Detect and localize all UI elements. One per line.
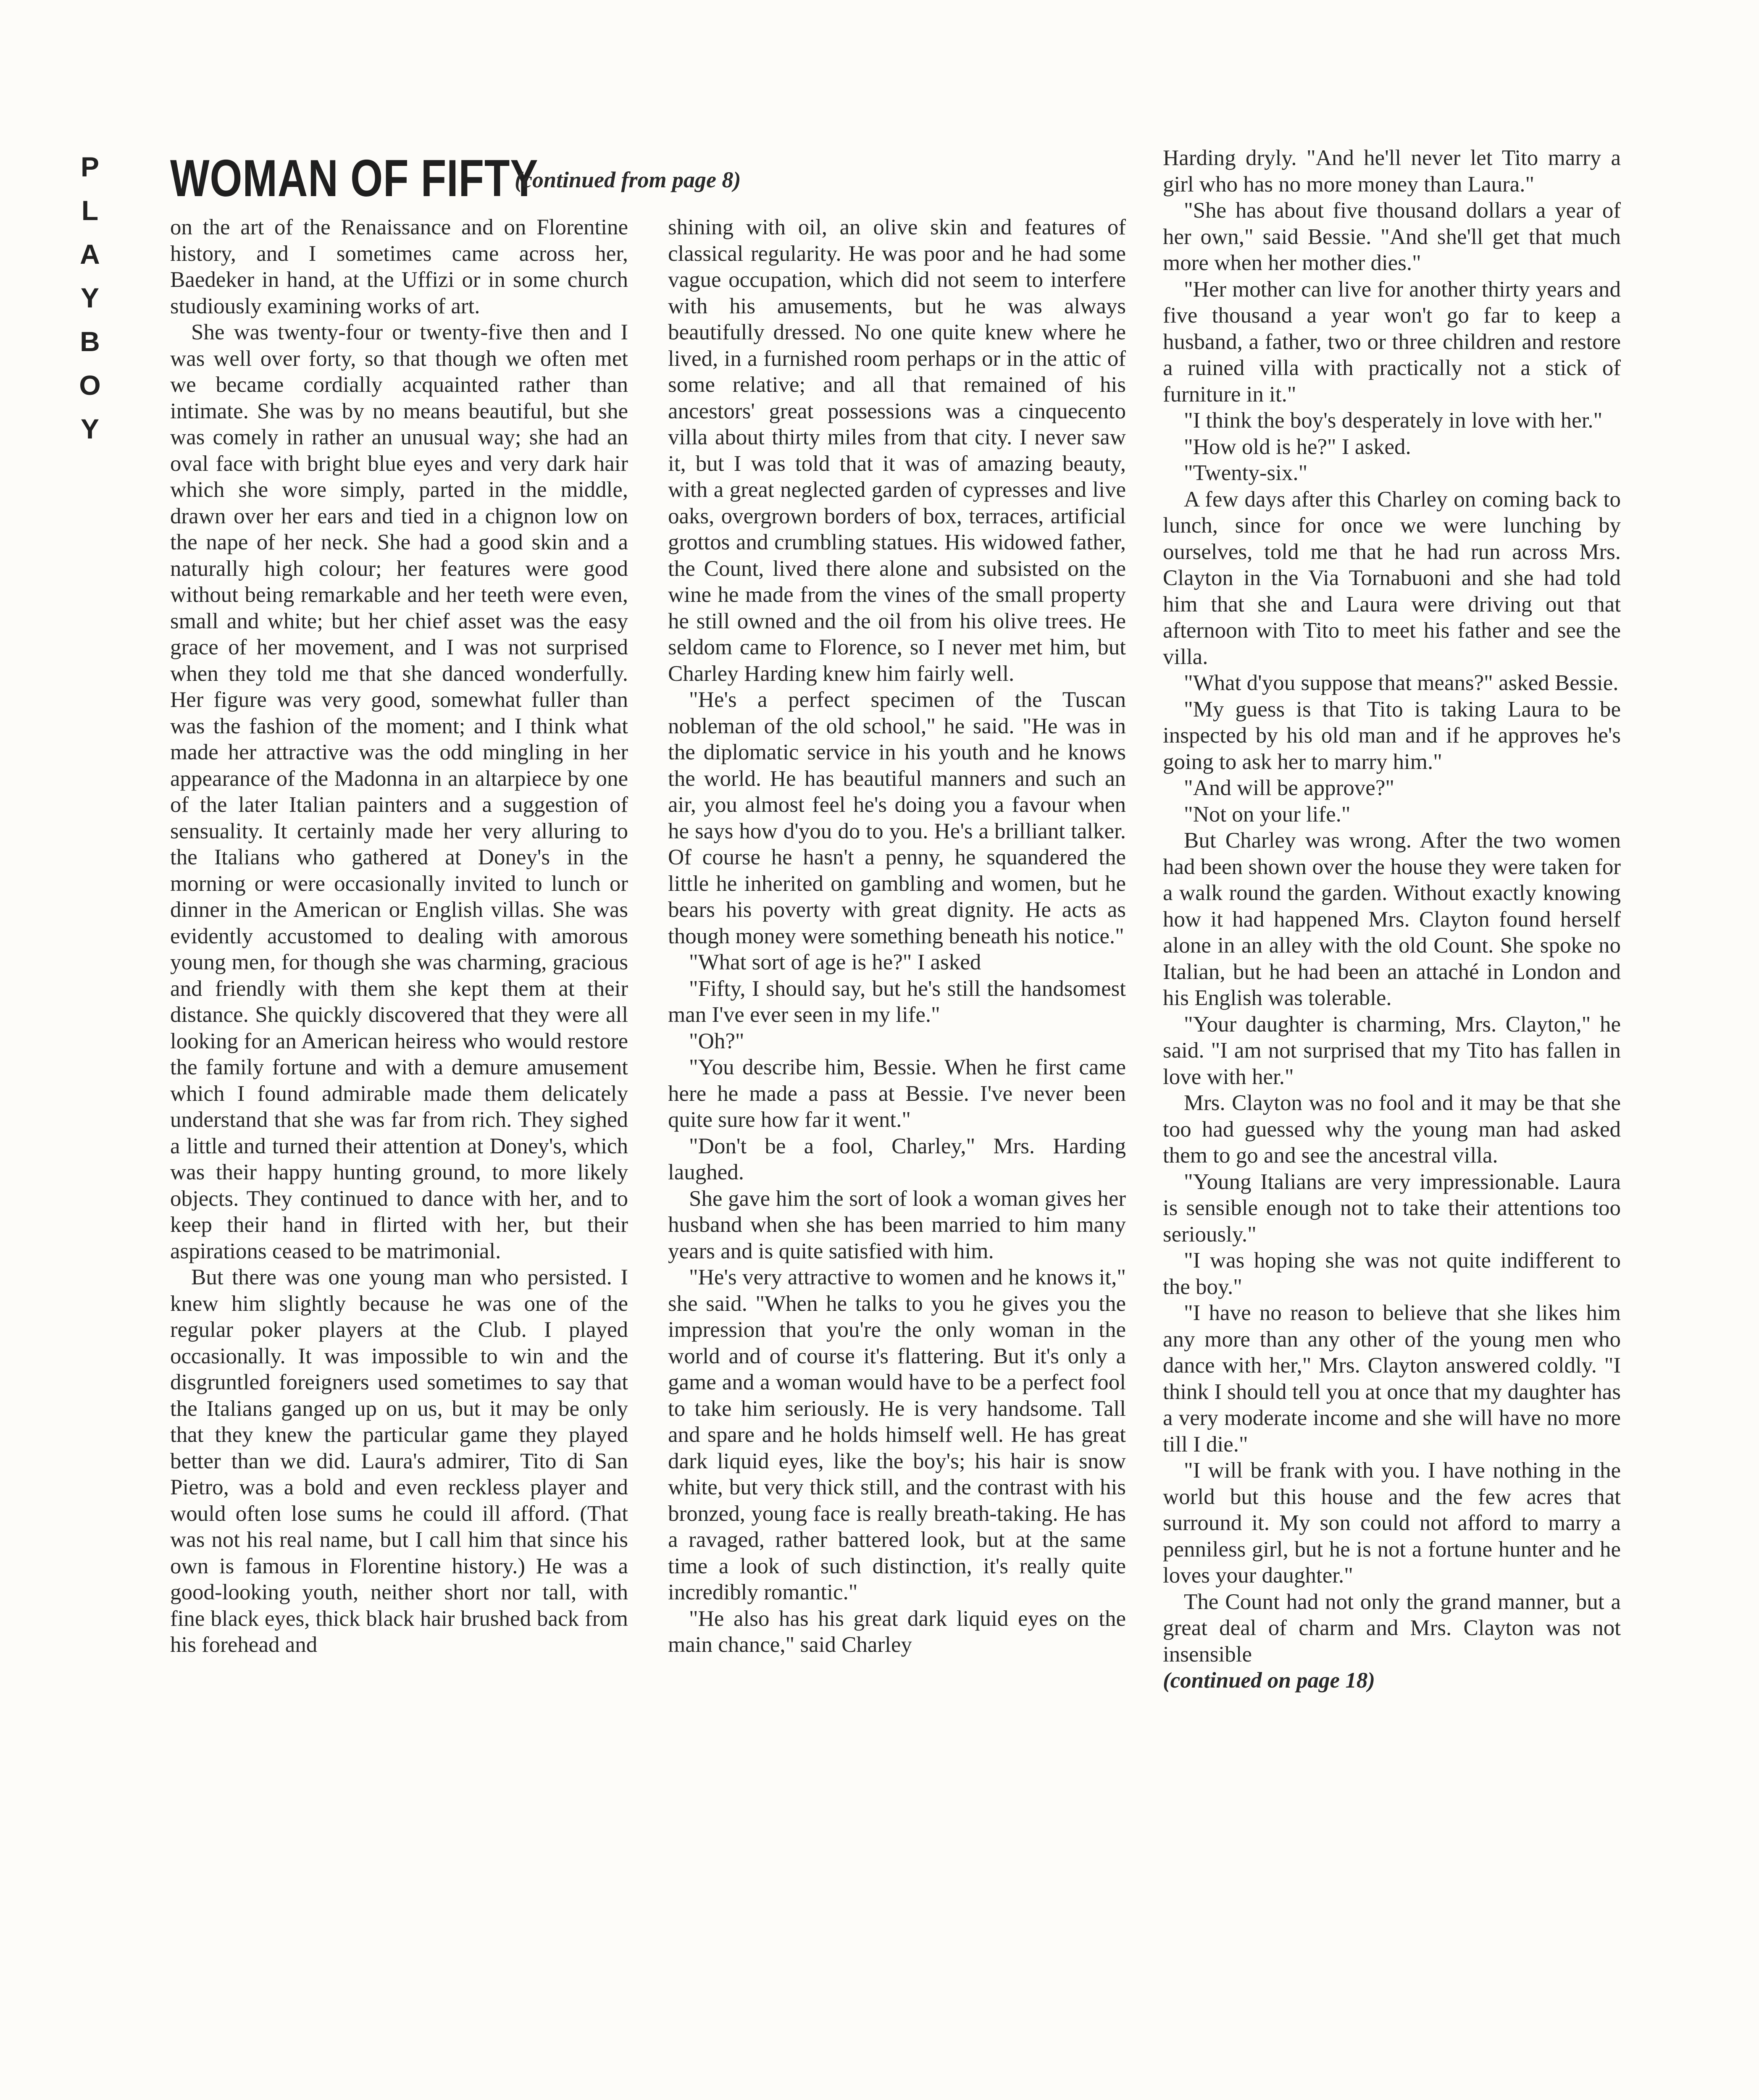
paragraph: "He's a perfect specimen of the Tuscan nobleman of the old school," he said. "He was in the diplomatic service in his youth and he knows the world. He has beautiful manners and such an air, you almost feel he's doing you a favour when he says how d'you do to you. He's a brilliant talker. Of course he hasn't a penny, he squandered the little he inherited on gambling and women, but he bears his poverty with great dignity. He acts as though money were something beneath his notice." xyxy=(668,688,1126,948)
paragraph: "My guess is that Tito is taking Laura to be inspected by his old man and if he approves he's going to ask her to marry him." xyxy=(1163,697,1621,774)
paragraph: "How old is he?" I asked. xyxy=(1184,434,1411,459)
story-title: WOMAN OF FIFTY xyxy=(170,150,539,207)
paragraph: "I think the boy's desperately in love with her." xyxy=(1184,408,1603,433)
paragraph: on the art of the Renaissance and on Florentine history, and I sometimes came across her, Baedeker in hand, at the Uffizi or in some church studiously examining works of art. xyxy=(170,215,628,318)
paragraph: "Her mother can live for another thirty years and five thousand a year won't go far to keep a husband, a father, two or three children and restore a ruined villa with practically not a stick of furniture in it." xyxy=(1163,277,1621,407)
paragraph: "Your daughter is charming, Mrs. Clayton," he said. "I am not surprised that my Tito has fallen in love with her." xyxy=(1163,1012,1621,1089)
text-column-2 xyxy=(668,214,1126,2075)
paragraph: "He also has his great dark liquid eyes on the main chance," said Charley xyxy=(668,1606,1126,1657)
paragraph: "What sort of age is he?" I asked xyxy=(689,950,981,974)
paragraph: "She has about five thousand dollars a year of her own," said Bessie. "And she'll get that much more when her mother dies." xyxy=(1163,198,1621,275)
paragraph: A few days after this Charley on coming back to lunch, since for once we were lunching by ourselves, told me that he had run across Mrs. Clayton in the Via Tornabuoni and she had told him that she and Laura were driving out that afternoon with Tito to meet his father and see the villa. xyxy=(1163,487,1621,669)
continued-on-text: (continued on page 18) xyxy=(1163,1668,1375,1693)
paragraph: "I was hoping she was not quite indifferent to the boy." xyxy=(1163,1248,1621,1299)
paragraph: "Not on your life." xyxy=(1184,802,1351,827)
magazine-name-vertical xyxy=(63,145,118,451)
paragraph: "Oh?" xyxy=(689,1029,744,1053)
text-column-3 xyxy=(1163,145,1621,2081)
story-header xyxy=(170,147,741,210)
paragraph: But there was one young man who persisted. I knew him slightly because he was one of the regular poker players at the Club. I played occasionally. It was impossible to win and the disgruntled foreigners used sometimes to say that the Italians ganged up on us, but it may be only that they knew the particular game they played better than we did. Laura's admirer, Tito di San Pietro, was a bold and even reckless player and would often lose sums he could ill afford. (That was not his real name, but I call him that since his own is famous in Florentine history.) He was a good-looking youth, neither short nor tall, with fine black eyes, thick black hair brushed back from his forehead and xyxy=(170,1265,628,1657)
paragraph: She was twenty-four or twenty-five then and I was well over forty, so that though we often met we became cordially acquainted rather than intimate. She was by no means beautiful, but she was comely in rather an unusual way; she had an oval face with bright blue eyes and very dark hair which she wore simply, parted in the middle, drawn over her ears and tied in a chignon low on the nape of her neck. She had a good skin and a naturally high colour; her features were good without being remarkable and her teeth were even, small and white; but her chief asset was the easy grace of her movement, and I was not surprised when they told me that she danced wonderfully. Her figure was very good, somewhat fuller than was the fashion of the moment; and I think what made her attractive was the odd mingling in her appearance of the Madonna in an altarpiece by one of the later Italian painters and a suggestion of sensuality. It certainly made her very alluring to the Italians who gathered at Doney's in the morning or were occasionally invited to lunch or dinner in the American or English villas. She was evidently accustomed to dealing with amorous young men, for though she was charming, gracious and friendly with them she kept them at their distance. She quickly discovered that they were all looking for an American heiress who would restore the family fortune and with a demure amusement which I found admirable made them delicately understand that she was far from rich. They sighed a little and turned their attention at Doney's, which was their happy hunting ground, to more likely objects. They continued to dance with her, and to keep their hand in flirted with her, but their aspirations ceased to be matrimonial. xyxy=(170,320,628,1263)
paragraph: But Charley was wrong. After the two women had been shown over the house they were taken for a walk round the garden. Without exactly knowing how it had happened Mrs. Clayton found herself alone in an alley with the old Count. She spoke no Italian, but he had been an attaché in London and his English was tolerable. xyxy=(1163,828,1621,1010)
magazine-name-letter: Y xyxy=(80,413,100,444)
paragraph: "Young Italians are very impressionable. Laura is sensible enough not to take their attentions too seriously." xyxy=(1163,1169,1621,1247)
paragraph: Mrs. Clayton was no fool and it may be that she too had guessed why the young man had asked them to go and see the ancestral villa. xyxy=(1163,1091,1621,1168)
paragraph: "What d'you suppose that means?" asked Bessie. xyxy=(1184,671,1619,695)
magazine-name-letter: B xyxy=(80,326,101,357)
paragraph: "I will be frank with you. I have nothing in the world but this house and the few acres that surround it. My son could not afford to marry a penniless girl, but he is not a fortune hunter and he loves your daughter." xyxy=(1163,1458,1621,1588)
continued-on-note xyxy=(1163,1667,1621,1694)
paragraph: Harding dryly. "And he'll never let Tito marry a girl who has no more money than Laura." xyxy=(1163,146,1621,197)
magazine-name-letter: Y xyxy=(80,282,100,313)
paragraph: "Fifty, I should say, but he's still the handsomest man I've ever seen in my life." xyxy=(668,976,1126,1027)
text-column-1 xyxy=(170,214,628,2075)
magazine-name-letter: P xyxy=(80,151,100,182)
paragraph: She gave him the sort of look a woman gives her husband when she has been married to him many years and is quite satisfied with him. xyxy=(668,1186,1126,1263)
paragraph: "And will be approve?" xyxy=(1184,776,1394,800)
paragraph: The Count had not only the grand manner, but a great deal of charm and Mrs. Clayton was not insensible xyxy=(1163,1589,1621,1667)
paragraph: "He's very attractive to women and he knows it," she said. "When he talks to you he gives you the impression that you're the only woman in the world and of course it's flattering. But it's only a game and a woman would have to be a perfect fool to take him seriously. He is very handsome. Tall and spare and he holds himself well. He has great dark liquid eyes, like the boy's; his hair is snow white, but very thick still, and the contrast with his bronzed, young face is really breath-taking. He has a ravaged, rather battered look, but at the same time a look of such distinction, it's really quite incredibly romantic." xyxy=(668,1265,1126,1604)
paragraph: "Twenty-six." xyxy=(1184,461,1308,485)
paragraph: "You describe him, Bessie. When he first came here he made a pass at Bessie. I've never been quite sure how far it went." xyxy=(668,1055,1126,1132)
paragraph: shining with oil, an olive skin and features of classical regularity. He was poor and he had some vague occupation, which did not seem to interfere with his amusements, but he was always beautifully dressed. No one quite knew where he lived, in a furnished room perhaps or in the attic of some relative; and all that remained of his ancestors' great possessions was a cinquecento villa about thirty miles from that city. I never saw it, but I was told that it was of amazing beauty, with a great neglected garden of cypresses and live oaks, overgrown borders of box, terraces, artificial grottos and crumbling statues. His widowed father, the Count, lived there alone and subsisted on the wine he made from the vines of the small property he still owned and the oil from his olive trees. He seldom came to Florence, so I never met him, but Charley Harding knew him fairly well. xyxy=(668,215,1126,686)
paragraph: "I have no reason to believe that she likes him any more than any other of the young men who dance with her," Mrs. Clayton answered coldly. "I think I should tell you at once that my daughter has a very moderate income and she will have no more till I die." xyxy=(1163,1301,1621,1457)
magazine-name-letter: L xyxy=(81,195,100,226)
continued-from-note: (continued from page 8) xyxy=(515,167,741,192)
magazine-name-letter: O xyxy=(79,370,102,401)
paragraph: "Don't be a fool, Charley," Mrs. Harding laughed. xyxy=(668,1134,1126,1184)
magazine-name-letter: A xyxy=(80,239,101,270)
